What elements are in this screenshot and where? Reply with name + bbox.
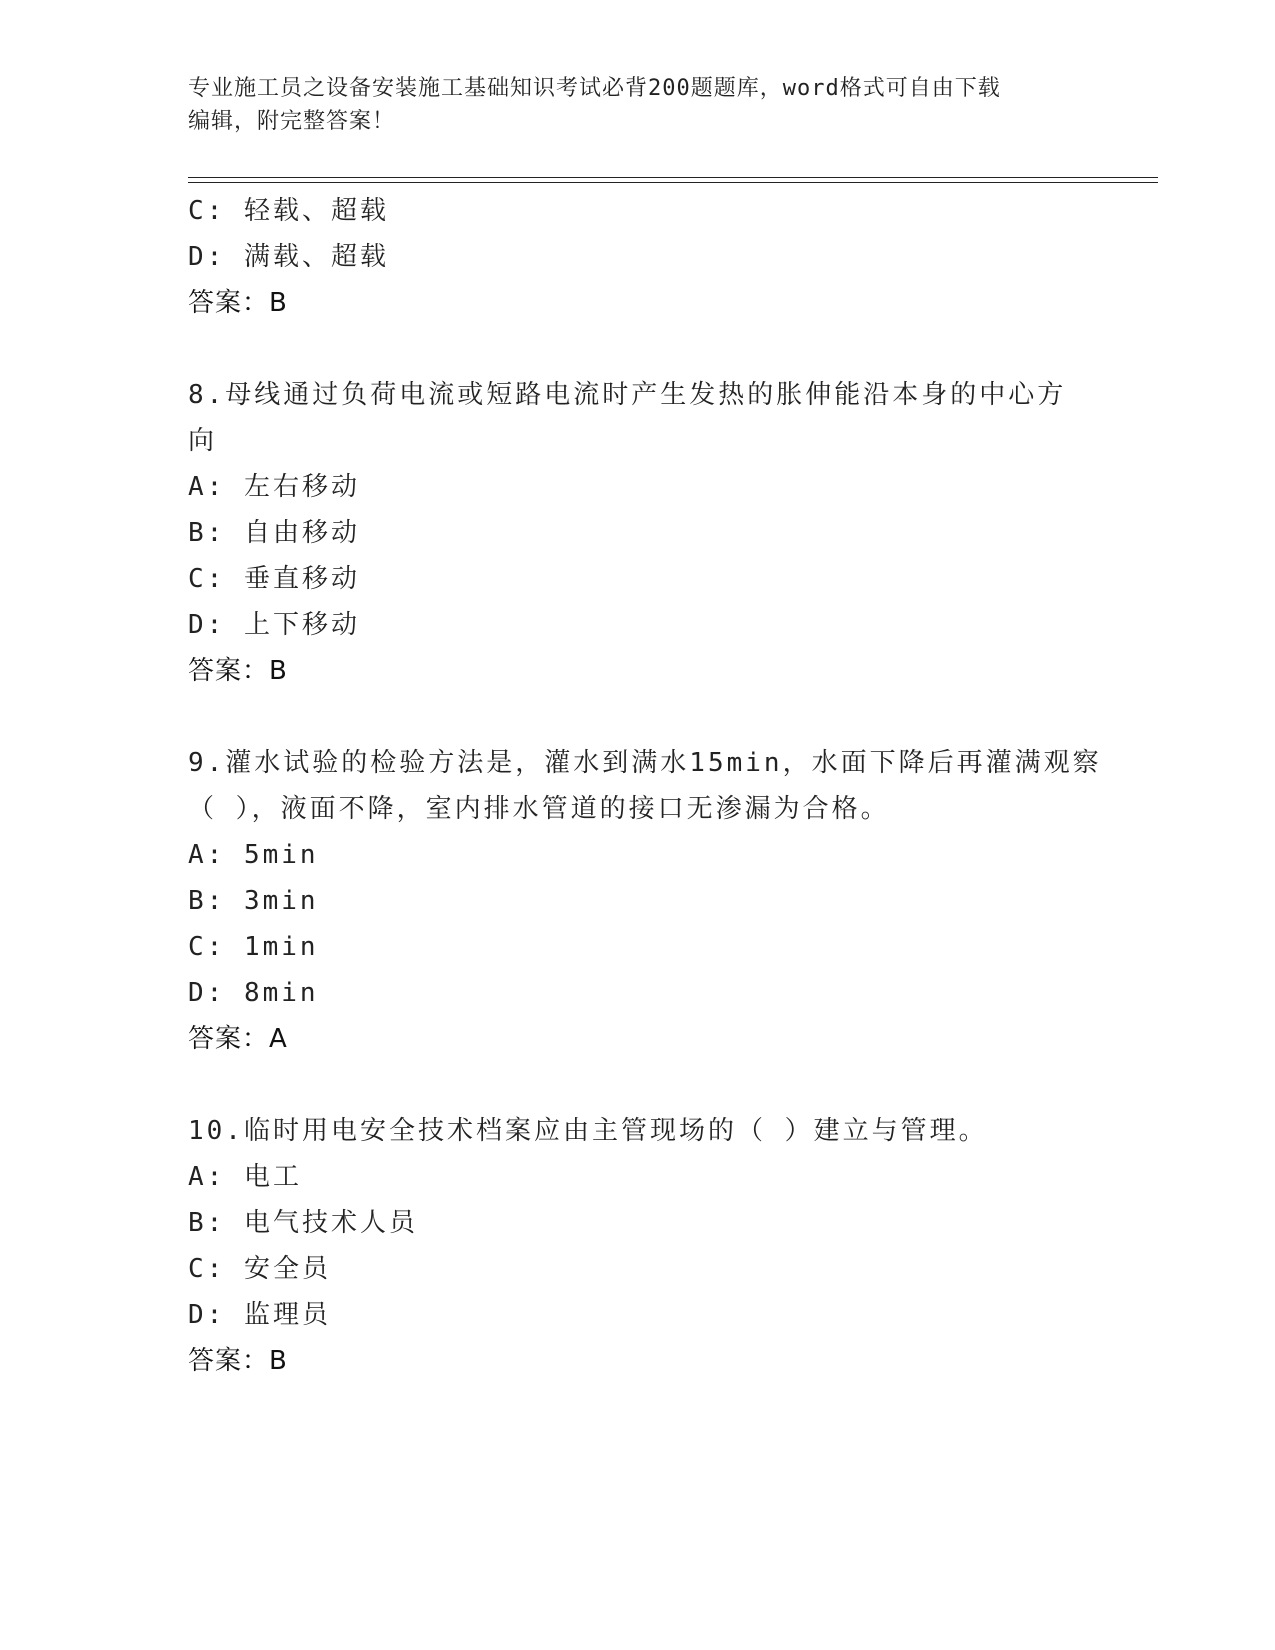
option-c: C: 轻载、超载 (188, 196, 389, 226)
option-a: A: 左右移动 (188, 472, 360, 502)
option-d: D: 监理员 (188, 1300, 331, 1330)
option-b: B: 电气技术人员 (188, 1208, 418, 1238)
answer-label: 答案：B (188, 656, 288, 686)
question-8 (188, 372, 1088, 694)
spacer (188, 326, 1088, 372)
question-10 (188, 1108, 1088, 1384)
spacer (188, 1062, 1088, 1108)
page-header (188, 72, 1088, 138)
option-d: D: 8min (188, 978, 319, 1008)
option-b: B: 自由移动 (188, 518, 360, 548)
header-title-line-2: 编辑，附完整答案！ (188, 109, 396, 134)
answer-label: 答案：B (188, 288, 288, 318)
question-9 (188, 740, 1102, 1062)
option-c: C: 垂直移动 (188, 564, 360, 594)
option-a: A: 5min (188, 840, 319, 870)
option-d: D: 上下移动 (188, 610, 360, 640)
question-text-line-1: 9.灌水试验的检验方法是，灌水到满水15min，水面下降后再灌满观察 (188, 748, 1102, 778)
option-a: A: 电工 (188, 1162, 302, 1192)
question-text-line-1: 8.母线通过负荷电流或短路电流时产生发热的胀伸能沿本身的中心方 (188, 380, 1067, 410)
option-b: B: 3min (188, 886, 319, 916)
answer-label: 答案：B (188, 1346, 288, 1376)
question-text-line-2: 向 (188, 426, 218, 456)
question-text-line-2: （ ），液面不降，室内排水管道的接口无渗漏为合格。 (188, 794, 890, 824)
spacer (188, 694, 1088, 740)
answer-label: 答案：A (188, 1024, 288, 1054)
option-c: C: 1min (188, 932, 319, 962)
header-divider-top (188, 177, 1158, 178)
question-7-tail (188, 188, 1088, 326)
question-list (188, 188, 1102, 1384)
option-c: C: 安全员 (188, 1254, 331, 1284)
header-title-line-1: 专业施工员之设备安装施工基础知识考试必背200题题库，word格式可自由下载 (188, 76, 1001, 101)
question-text-line-1: 10.临时用电安全技术档案应由主管现场的（ ）建立与管理。 (188, 1116, 988, 1146)
header-divider-bottom (188, 182, 1158, 183)
option-d: D: 满载、超载 (188, 242, 389, 272)
